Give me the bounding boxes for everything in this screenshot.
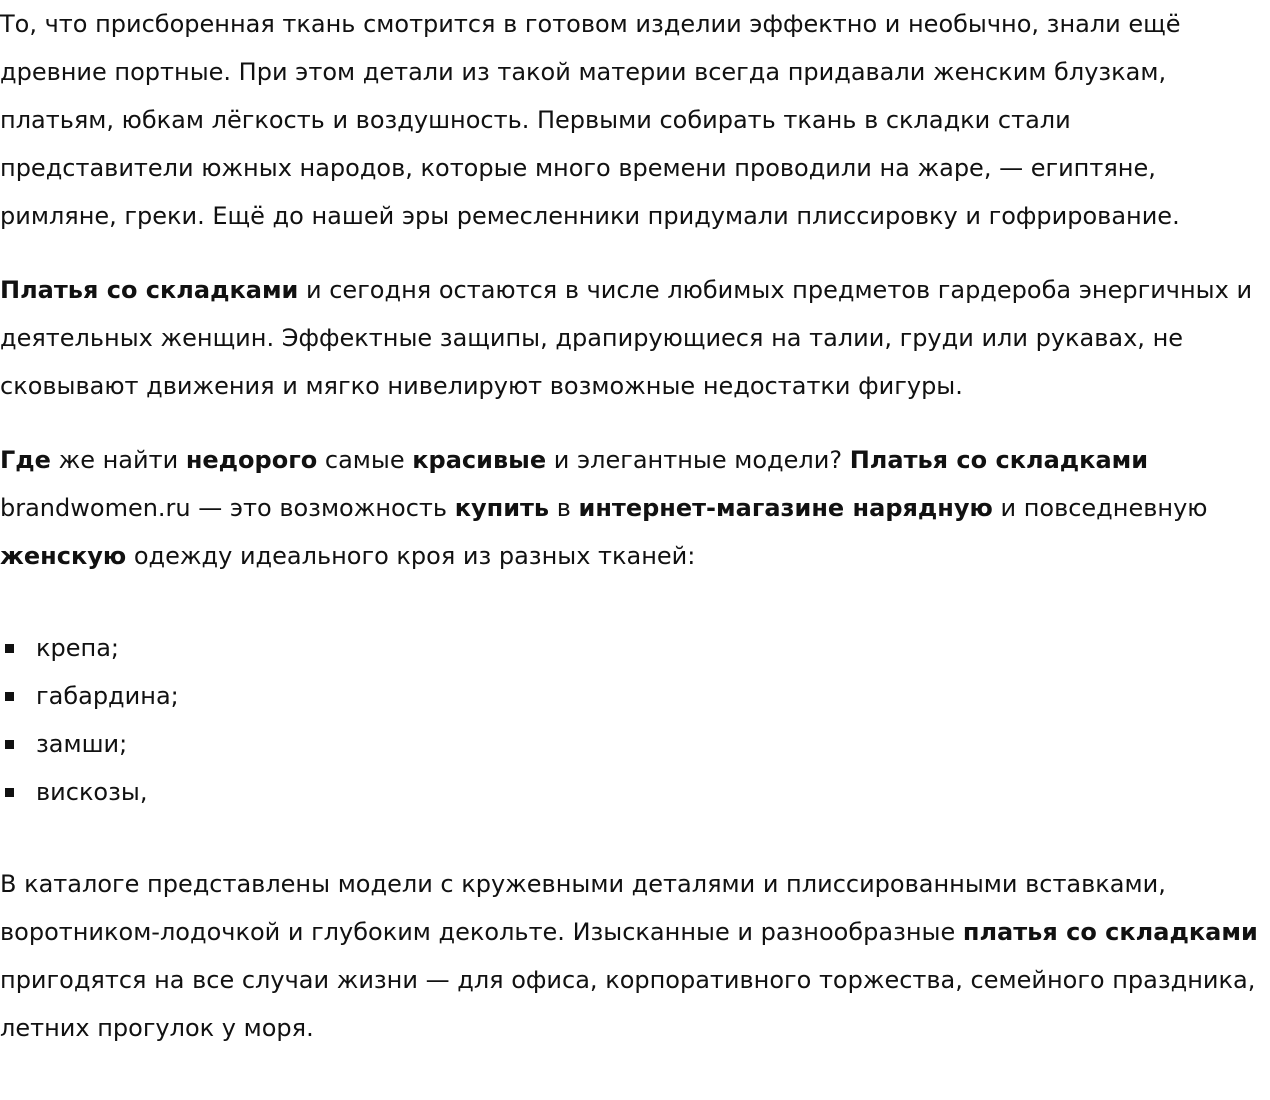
paragraph-text: в xyxy=(549,494,579,522)
bold-phrase: Где xyxy=(0,446,51,474)
bold-phrase: Платья со складками xyxy=(0,276,299,304)
paragraph-text: самые xyxy=(317,446,413,474)
paragraph-catalog xyxy=(0,860,1270,1052)
bold-phrase: интернет-магазине нарядную xyxy=(578,494,993,522)
bold-phrase: женскую xyxy=(0,542,127,570)
list-item xyxy=(0,672,1270,720)
list-item-label: замши; xyxy=(36,730,128,758)
paragraph-text: brandwomen.ru — это возможность xyxy=(0,494,455,522)
paragraph-text: же найти xyxy=(50,446,186,474)
bold-phrase: недорого xyxy=(185,446,318,474)
list-item xyxy=(0,624,1270,672)
square-bullet-icon xyxy=(5,740,14,749)
list-item-label: вискозы, xyxy=(36,778,148,806)
list-item xyxy=(0,768,1270,816)
bold-phrase: Платья со складками xyxy=(849,446,1149,474)
bold-phrase: купить xyxy=(454,494,550,522)
paragraph-text: В каталоге представлены модели с кружевными деталями и плиссированными вставками, воротником-лодочкой и глубоким декольте. Изысканные и разнообразные xyxy=(0,870,1166,946)
paragraph-text: и элегантные модели? xyxy=(546,446,850,474)
fabric-list xyxy=(0,624,1270,816)
list-item-label: габардина; xyxy=(36,682,179,710)
list-item-label: крепа; xyxy=(36,634,119,662)
paragraph-text: и сегодня остаются в числе любимых предметов гардероба энергичных и деятельных женщин. Эффектные защипы, драпирующиеся на талии, груди или рукавах, не сковывают движения и мягко нивелируют возможные недостатки фигуры. xyxy=(0,276,1253,400)
bold-phrase: красивые xyxy=(412,446,547,474)
square-bullet-icon xyxy=(5,644,14,653)
list-item xyxy=(0,720,1270,768)
bold-phrase: платья со складками xyxy=(962,918,1258,946)
paragraph-history: То, что присборенная ткань смотрится в готовом изделии эффектно и необычно, знали ещё древние портные. При этом детали из такой материи всегда придавали женским блузкам, платьям, юбкам лёгкость и воздушность. Первыми собирать ткань в складки стали представители южных народов, которые много времени проводили на жаре, — египтяне, римляне, греки. Ещё до нашей эры ремесленники придумали плиссировку и гофрирование. xyxy=(0,10,1181,230)
paragraph-text: и повседневную xyxy=(992,494,1208,522)
square-bullet-icon xyxy=(5,788,14,797)
paragraph-where-to-buy xyxy=(0,436,1270,580)
paragraph-today xyxy=(0,266,1270,410)
paragraph-text: пригодятся на все случаи жизни — для офиса, корпоративного торжества, семейного праздника, летних прогулок у моря. xyxy=(0,966,1256,1042)
paragraph-text: одежду идеального кроя из разных тканей: xyxy=(126,542,696,570)
square-bullet-icon xyxy=(5,692,14,701)
